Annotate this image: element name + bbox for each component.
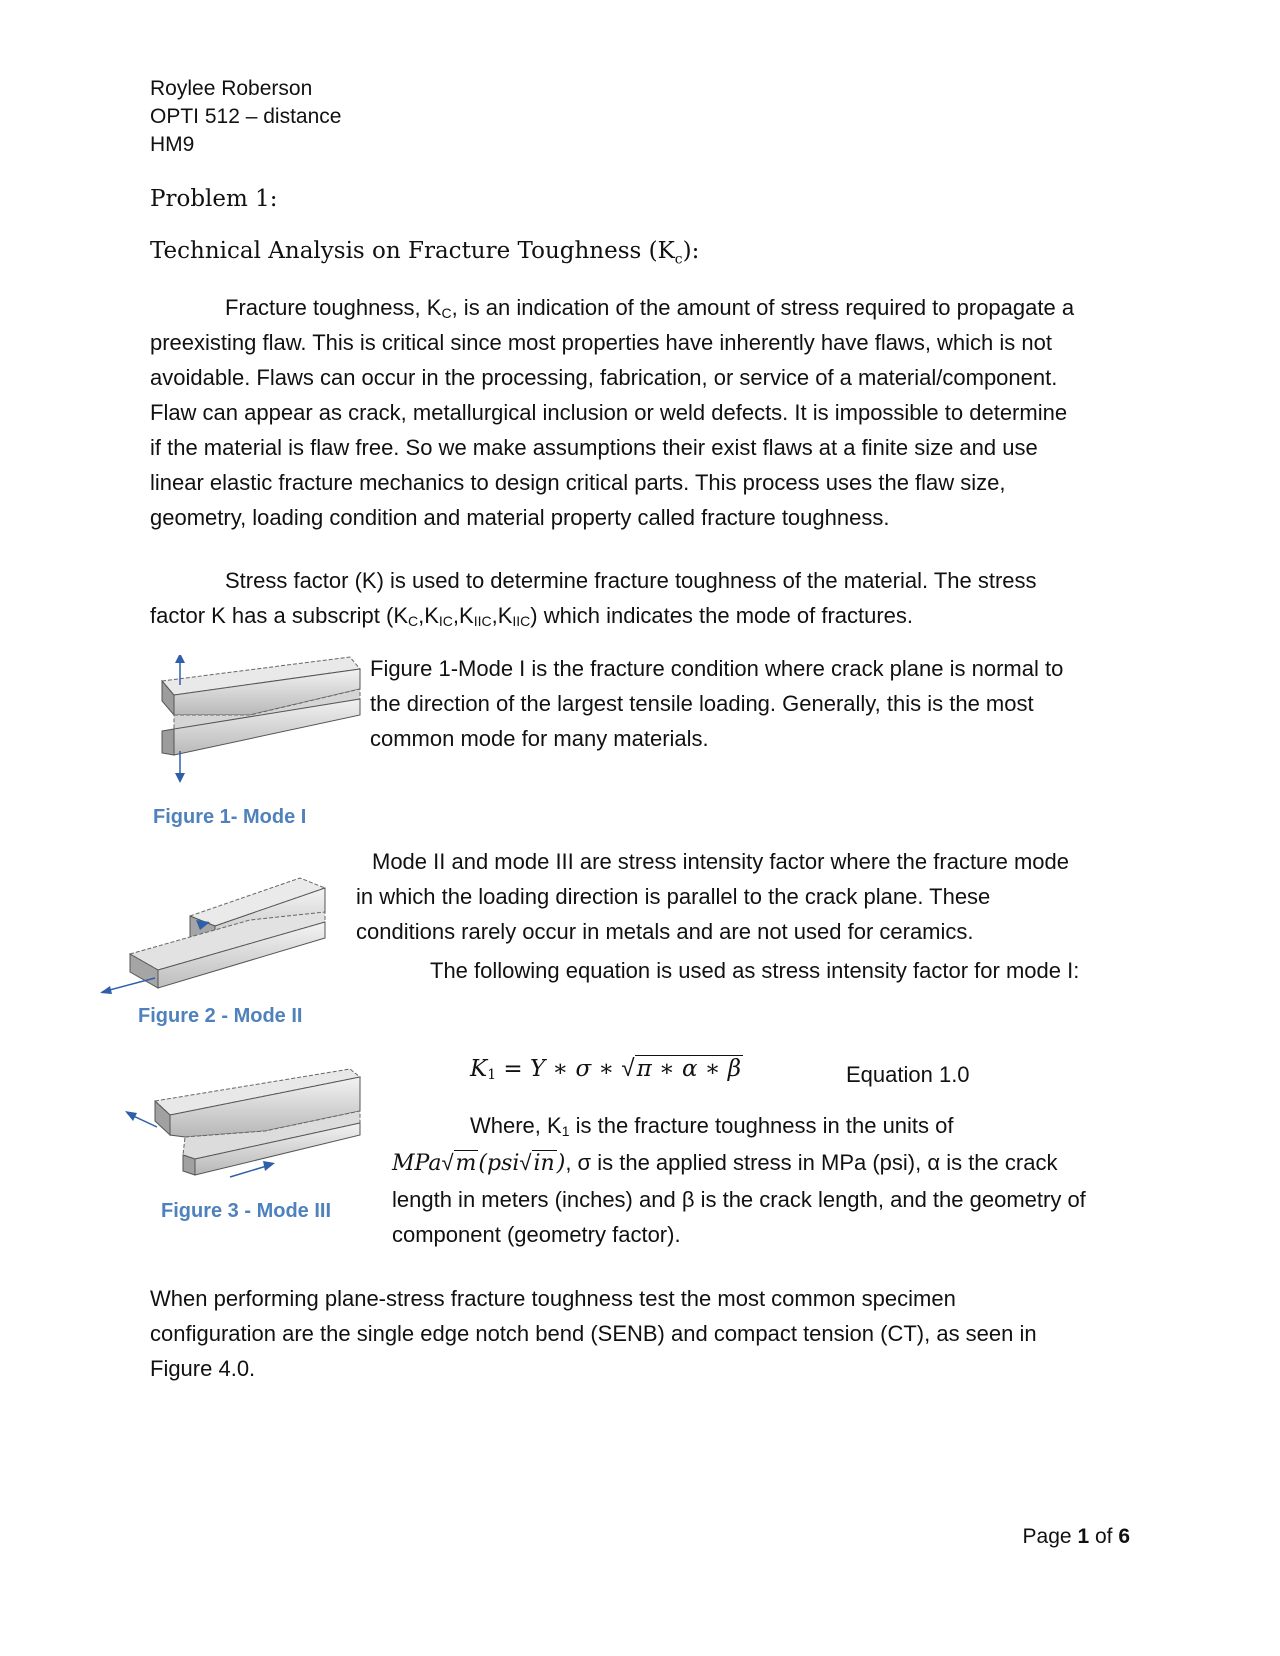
figure-3-mode-iii	[125, 1055, 365, 1185]
figure-2-mode-ii	[100, 870, 335, 1000]
equation-intro: The following equation is used as stress intensity factor for mode I:	[430, 958, 1080, 983]
stress-intensity-equation: $K_1 = Y$ ∗ σ ∗ √π ∗ α ∗ β	[470, 1055, 742, 1083]
section-title: Technical Analysis on Fracture Toughness $(K_c)$:	[150, 238, 700, 268]
page-number: Page 1 of 6	[1022, 1525, 1130, 1548]
document-page: Roylee Roberson OPTI 512 – distance HM9 Problem 1: Technical Analysis on Fracture Toughness $(K_c)$: Fracture toughness, $K_C$, is an indication of the amount of stress required to propagate a preexisting flaw. This is critical since most properties have inherently have flaws, which is not avoidable. Flaws can occur in the processing, fabrication, or service of a material/component. Flaw can appear as crack, metallurgical inclusion or weld defects. It is impossible to determine if the material is flaw free. So we make assumptions their exist flaws at a finite size and use linear elastic fracture mechanics to design critical parts. This process uses the flaw size, geometry, loading condition and material property called fracture toughness. Stress factor (K) is used to determine fracture toughness of the material. The stress factor K has a subscript $(K_C,K_{IC},K_{IIC},K_{IIC})$ which indicates the mode of fractures. Figure 1-Mode I is the fracture condition where crack plane is normal to the direction of the largest tensile loading. Generally, this is the most common mode for many materials. Figure 1- Mode I Mode II and mode III are stress intensity factor where the fracture mode in which the loading direction is parallel to the crack plane. These conditions rarely occur in metals and are not used for ceramics. The following equation is used as stress intensity factor for mode I: Figure 2 - Mode II $K_1 = Y$ ∗ σ ∗ √π ∗ α ∗ β Equation 1.0 Where, $K_1$ is the fracture toughness in the units of MPa√m(psi√in), σ is the applied stress in MPa (psi), α is the crack length in meters (inches) and β is the crack length, and the geometry of component (geometry factor). Figure 3 - Mode III When performing plane-stress fracture toughness test the most common specimen configuration are the single edge notch bend (SENB) and compact tension (CT), as seen in Figure 4.0. Page 1 of 6	[0, 0, 1280, 1656]
figure-1-mode-i	[150, 655, 365, 785]
course-name: OPTI 512 – distance	[150, 105, 342, 128]
figure-1-caption: Figure 1- Mode I	[153, 806, 307, 828]
equation-label: Equation 1.0	[846, 1062, 970, 1087]
author-name: Roylee Roberson	[150, 77, 313, 100]
figure-3-caption: Figure 3 - Mode III	[161, 1200, 332, 1222]
assignment-label: HM9	[150, 133, 195, 156]
problem-title: Problem 1:	[150, 186, 278, 212]
figure-2-caption: Figure 2 - Mode II	[138, 1005, 303, 1027]
